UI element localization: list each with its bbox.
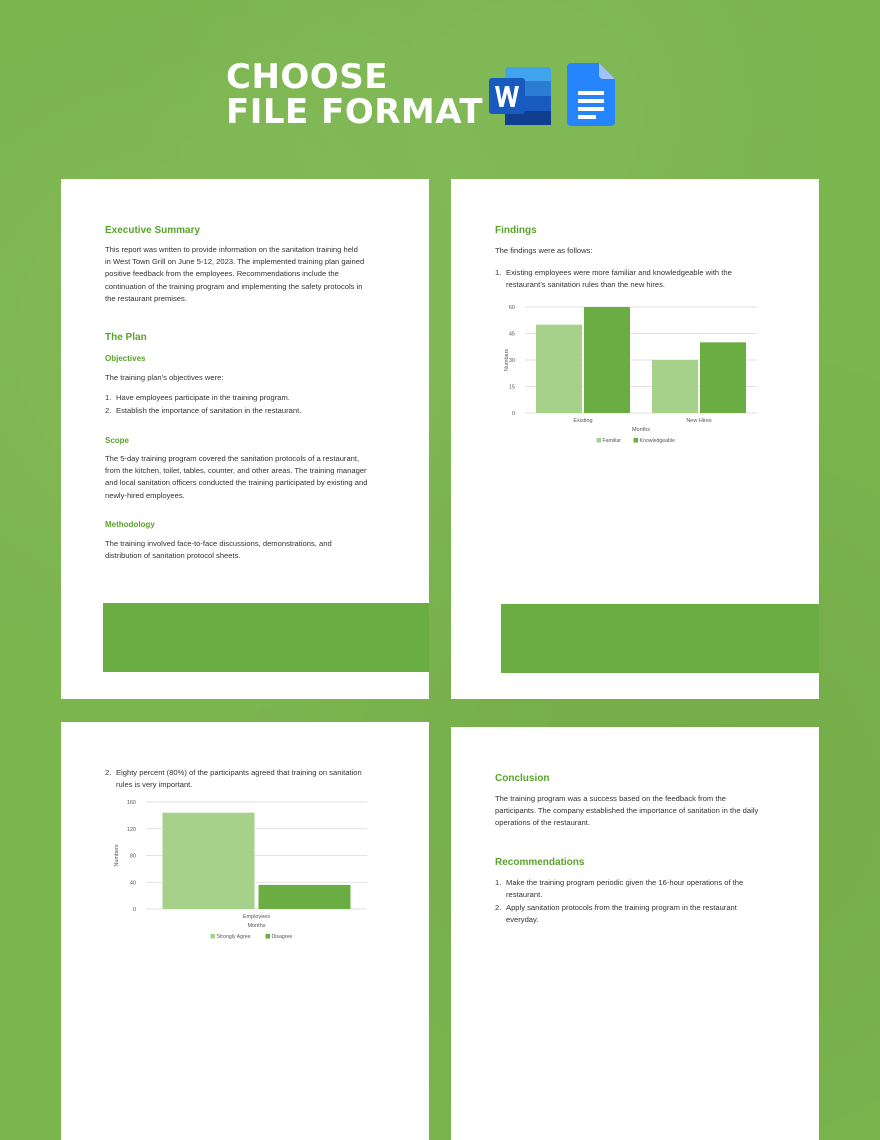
y-tick-label: 0: [511, 411, 515, 417]
x-axis-label: Months: [631, 427, 651, 433]
conclusion-heading: Conclusion: [495, 773, 550, 784]
x-tick-label: Employees: [242, 914, 271, 920]
y-tick-label: 45: [508, 331, 515, 338]
plan-heading: The Plan: [105, 332, 147, 343]
y-axis-label: Numbers: [114, 844, 120, 867]
scope-text: The 5-day training program covered the sanitation protocols of a restaurant, from the kitchen, toilet, tables, counter, and other areas. The training manager and local sanitation officers conducted the training participated by existing and newly-hired employees.: [105, 454, 368, 500]
agreement-bar-chart: [61, 794, 429, 949]
findings-intro: The findings were as follows:: [495, 246, 593, 255]
methodology-text: The training involved face-to-face discussions, demonstrations, and distribution of sanitation protocol sheets.: [105, 539, 332, 561]
y-tick-label: 120: [126, 826, 136, 833]
y-tick-label: 40: [129, 880, 136, 887]
decorative-green-band: [103, 603, 429, 672]
objectives-heading: Objectives: [105, 354, 146, 363]
title-line-2: FILE FORMAT: [226, 92, 484, 132]
legend-label: Knowledgeable: [639, 438, 675, 444]
document-page-2[interactable]: Findings The findings were as follows: 1. Existing employees were more familiar and knowledgeable with the restaurant’s sanitation rules than the new hires. 0 15 30 45 60 Numbers Existing New Hires Months Familiar Knowledgeable: [451, 179, 819, 699]
document-page-1[interactable]: Executive Summary This report was written to provide information on the sanitation training held in West Town Grill on June 5-12, 2023. The implemented training plan gained positive feedback from the employees. Recommendations include the continuation of the training program and implementing the safety protocols in the restaurant premises. The Plan Objectives The training plan’s objectives were: 1. Have employees participate in the training program. 2. Establish the importance of sanitation in the restaurant. Scope The 5-day training program covered the sanitation protocols of a restaurant, from the kitchen, toilet, tables, counter, and other areas. The training manager and local sanitation officers conducted the training participated by existing and newly-hired employees. Methodology The training involved face-to-face discussions, demonstrations, and distribution of sanitation protocol sheets.: [61, 179, 429, 699]
findings-bar-chart: [451, 297, 819, 452]
document-page-3[interactable]: 2. Eighty percent (80%) of the participants agreed that training on sanitation rules is very important. 0 40 80 120 160 Numbers Employees Months Strongly Agree Disagree: [61, 722, 429, 1140]
bar-knowledgeable-existing: [584, 307, 630, 413]
legend-swatch: [211, 934, 216, 939]
conclusion-text: The training program was a success based on the feedback from the participants. The company established the importance of sanitation in the daily operations of the restaurant.: [495, 794, 759, 828]
legend-label: Disagree: [271, 934, 293, 940]
bar-strongly-agree-employees: [163, 813, 255, 909]
x-tick-label: New Hires: [686, 418, 712, 424]
page-title: [226, 57, 484, 132]
legend-swatch: [597, 438, 602, 443]
bar-familiar-existing: [536, 325, 582, 413]
legend-label: Familiar: [602, 438, 621, 444]
y-tick-label: 80: [129, 853, 136, 860]
y-tick-label: 160: [126, 800, 136, 806]
executive-summary-heading: Executive Summary: [105, 225, 201, 236]
legend-swatch: [266, 934, 271, 939]
word-icon[interactable]: [487, 65, 553, 127]
decorative-green-band: [501, 604, 819, 673]
y-tick-label: 30: [508, 358, 515, 364]
google-docs-icon[interactable]: [567, 63, 615, 126]
bar-knowledgeable-new-hires: [700, 342, 746, 413]
y-tick-label: 60: [508, 305, 515, 311]
recommendations-heading: Recommendations: [495, 857, 585, 868]
document-page-4[interactable]: Conclusion The training program was a success based on the feedback from the participants. The company established the importance of sanitation in the daily operations of the restaurant. Recommendations 1. Make the training program periodic given the 16-hour operations of the restaurant. 2. Apply sanitation protocols from the training program in the restaurant everyday.: [451, 727, 819, 1140]
y-axis-label: Numbers: [504, 348, 510, 372]
bar-disagree-employees: [259, 885, 351, 909]
legend-label: Strongly Agree: [216, 934, 251, 940]
y-tick-label: 0: [132, 907, 136, 913]
executive-summary-text: This report was written to provide information on the sanitation training held in West Town Grill on June 5-12, 2023. The implemented training plan gained positive feedback from the employees. Recommendations include the continuation of the training program and implementing the safety protocols in the restaurant premises.: [105, 245, 365, 303]
x-axis-label: Months: [247, 923, 266, 929]
title-line-1: CHOOSE: [226, 57, 388, 97]
findings-heading: Findings: [495, 225, 537, 236]
x-tick-label: Existing: [573, 418, 593, 424]
y-tick-label: 15: [508, 384, 515, 391]
scope-heading: Scope: [105, 436, 130, 445]
bar-familiar-new-hires: [652, 360, 698, 413]
legend-swatch: [634, 438, 639, 443]
objectives-intro: The training plan’s objectives were:: [105, 373, 224, 382]
methodology-heading: Methodology: [105, 520, 155, 529]
